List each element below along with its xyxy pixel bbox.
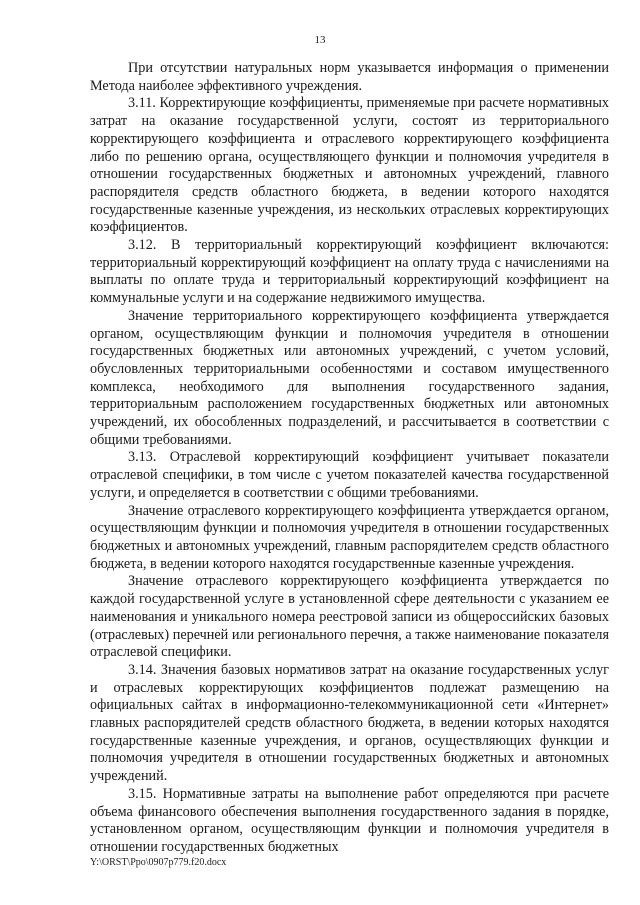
- paragraph-3-11: 3.11. Корректирующие коэффициенты, применяемые при расчете нормативных затрат на оказание государственной услуги, состоят из территориального корректирующего коэффициента и отраслевого корректирующего коэффициента либо по решению органа, осуществляющего функции и полномочия учредителя в отношении государственных бюджетных и автономных учреждений, главного распорядителя средств областного бюджета, в ведении которого находятся государственные казенные учреждения, из нескольких отраслевых корректирующих коэффициентов.: [90, 95, 609, 236]
- document-body: [90, 60, 609, 857]
- paragraph-territorial-value: Значение территориального корректирующего коэффициента утверждается органом, осуществляющим функции и полномочия учредителя в отношении государственных бюджетных или автономных учреждений, с учетом условий, обусловленных территориальными особенностями и составом имущественного комплекса, необходимого для выполнения государственного задания, территориальным расположением государственных бюджетных или автономных учреждений, их обособленных подразделений, и рассчитывается в соответствии с общими требованиями.: [90, 307, 609, 448]
- page-number: 13: [314, 34, 326, 46]
- paragraph-metod-info: При отсутствии натуральных норм указывается информация о применении Метода наиболее эффективного учреждения.: [90, 60, 609, 94]
- footer-file-path: Y:\ORST\Ppo\0907p779.f20.docx: [90, 857, 227, 868]
- paragraph-3-12: 3.12. В территориальный корректирующий коэффициент включаются: территориальный корректирующий коэффициент на оплату труда с начислениями на выплаты по оплате труда и территориальный корректирующий коэффициент на коммунальные услуги и на содержание недвижимого имущества.: [90, 237, 609, 307]
- paragraph-sector-value-per-service: Значение отраслевого корректирующего коэффициента утверждается по каждой государственной услуге в установленной сфере деятельности с указанием ее наименования и уникального номера реестровой записи из общероссийских базовых (отраслевых) перечней или регионального перечня, а также наименование показателя отраслевой специфики.: [90, 573, 609, 661]
- paragraph-sector-value-approval: Значение отраслевого корректирующего коэффициента утверждается органом, осуществляющим функции и полномочия учредителя в отношении государственных бюджетных и автономных учреждений, главным распорядителем средств областного бюджета, в ведении которого находятся государственные казенные учреждения.: [90, 502, 609, 572]
- paragraph-3-14: 3.14. Значения базовых нормативов затрат на оказание государственных услуг и отраслевых корректирующих коэффициентов подлежат размещению на официальных сайтах в информационно-телекоммуникационной сети «Интернет» главных распорядителей средств областного бюджета, в ведении которых находятся государственные казенные учреждения, и органов, осуществляющих функции и полномочия учредителя в отношении государственных бюджетных и автономных учреждений.: [90, 661, 609, 785]
- paragraph-3-13: 3.13. Отраслевой корректирующий коэффициент учитывает показатели отраслевой специфики, в том числе с учетом показателей качества государственной услуги, и определяется в соответствии с общими требованиями.: [90, 449, 609, 501]
- paragraph-3-15: 3.15. Нормативные затраты на выполнение работ определяются при расчете объема финансового обеспечения выполнения государственного задания в порядке, установленном органом, осуществляющим функции и полномочия учредителя в отношении государственных бюджетных: [90, 785, 609, 855]
